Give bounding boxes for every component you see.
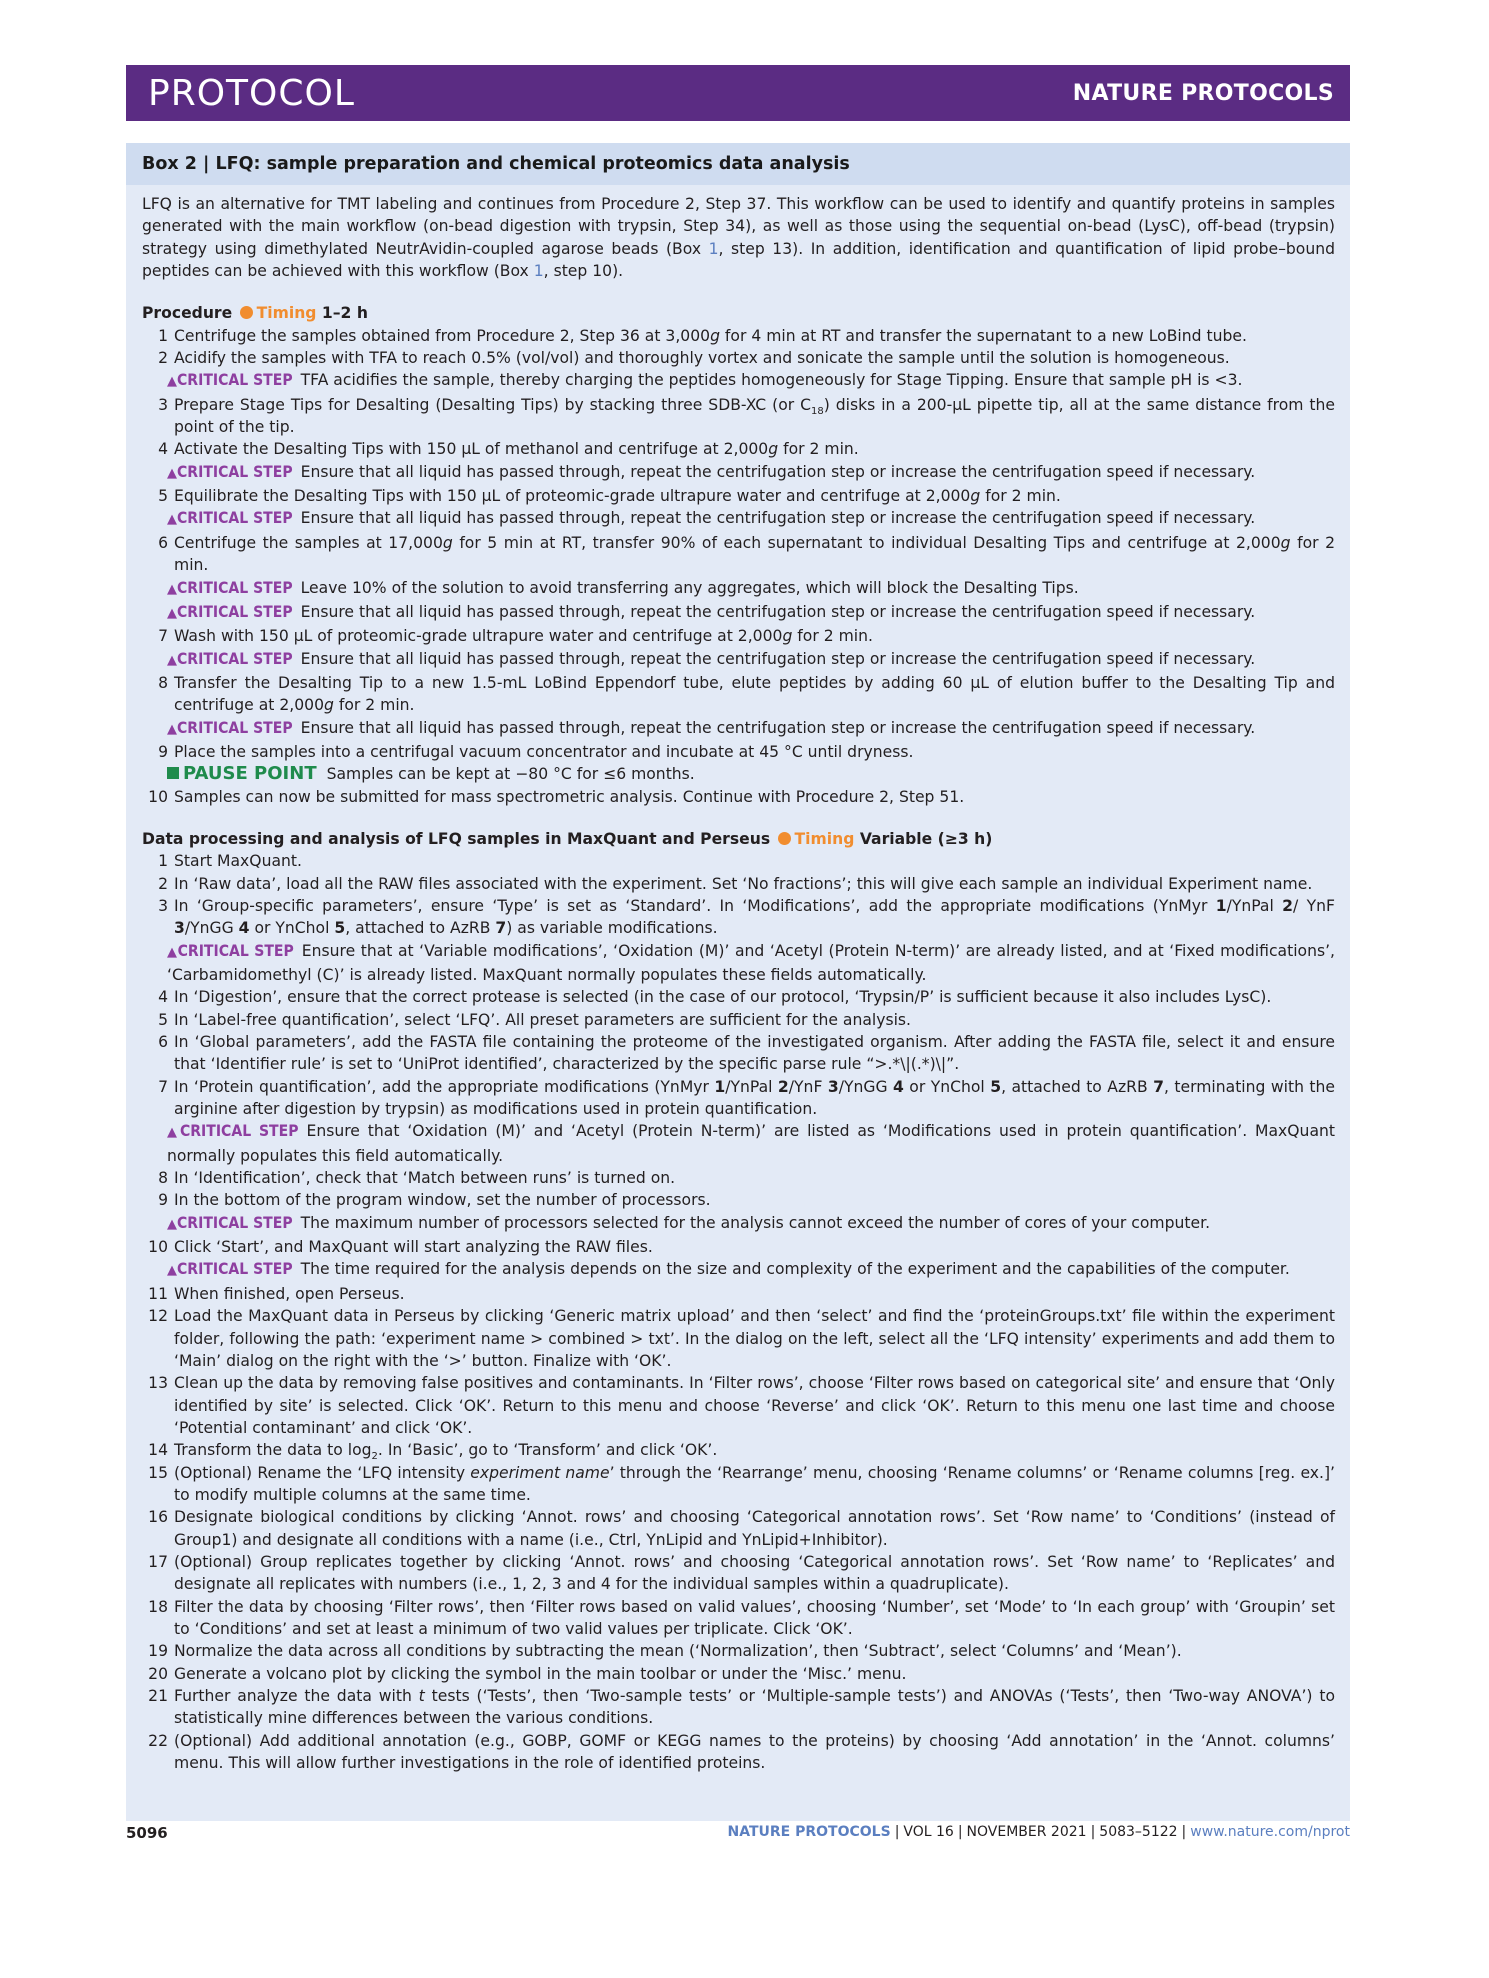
step-text: Prepare Stage Tips for Desalting (Desalting Tips) by stacking three SDB-XC (or $C_{18}$) disks in a 200-µL pipette tip, all at the same distance from the point of the tip. xyxy=(174,395,1336,437)
critical-step-note xyxy=(142,461,1335,485)
step-item xyxy=(142,895,1335,940)
step-item xyxy=(142,1640,1335,1662)
step-item xyxy=(142,786,1335,808)
section-label: PROTOCOL xyxy=(148,72,355,114)
step-text: Equilibrate the Desalting Tips with 150 µL of proteomic-grade ultrapure water and centrifuge at 2,000g for 2 min. xyxy=(174,487,1061,506)
step-item xyxy=(142,1596,1335,1641)
critical-step-note xyxy=(142,1212,1335,1236)
step-number: 8 xyxy=(158,673,168,692)
warning-triangle-icon: ▲ xyxy=(167,721,177,737)
step-number: 6 xyxy=(158,533,168,552)
step-text: Centrifuge the samples at 17,000g for 5 min at RT, transfer 90% of each supernatant to individual Desalting Tips and centrifuge at 2,000g for 2 min. xyxy=(174,533,1335,575)
step-text: Place the samples into a centrifugal vacuum concentrator and incubate at 45 °C until dryness. xyxy=(174,742,914,761)
step-text: Acidify the samples with TFA to reach 0.5% (vol/vol) and thoroughly vortex and sonicate the sample until the solution is homogeneous. xyxy=(174,349,1230,368)
step-number: 2 xyxy=(158,349,168,368)
step-number: 5 xyxy=(158,1010,168,1029)
step-number: 11 xyxy=(148,1284,168,1303)
step-number: 1 xyxy=(158,326,168,345)
box-title: Box 2 | LFQ: sample preparation and chemical proteomics data analysis xyxy=(126,143,1350,185)
step-number: 3 xyxy=(158,896,168,915)
step-number: 22 xyxy=(148,1731,168,1750)
critical-step-text: The maximum number of processors selected for the analysis cannot exceed the number of cores of your computer. xyxy=(300,1213,1211,1232)
step-text: (Optional) Rename the ‘LFQ intensity experiment name’ through the ‘Rearrange’ menu, choosing ‘Rename columns’ or ‘Rename columns [reg. ex.]’ to modify multiple columns at the same time. xyxy=(174,1463,1336,1504)
critical-step-text: Ensure that all liquid has passed through, repeat the centrifugation step or increase the centrifugation speed if necessary. xyxy=(300,649,1256,668)
footer-pages: 5083–5122 xyxy=(1099,1824,1178,1840)
step-item xyxy=(142,1506,1335,1551)
warning-triangle-icon: ▲ xyxy=(167,944,178,960)
step-number: 7 xyxy=(158,627,168,646)
step-item xyxy=(142,1439,1335,1461)
critical-step-text: Leave 10% of the solution to avoid transferring any aggregates, which will block the Desalting Tips. xyxy=(300,578,1079,597)
critical-step-label: CRITICAL STEP xyxy=(179,1122,299,1141)
critical-step-note xyxy=(142,601,1335,625)
timing-value: Variable (≥3 h) xyxy=(859,829,993,848)
critical-step-label: CRITICAL STEP xyxy=(177,509,293,528)
page-number: 5096 xyxy=(126,1824,168,1842)
step-item xyxy=(142,532,1335,577)
step-text: In ‘Group-specific parameters’, ensure ‘Type’ is set as ‘Standard’. In ‘Modifications’, add the appropriate modifications (YnMyr 1/YnPal 2/ YnF 3/YnGG 4 or YnChol 5, attached to AzRB 7) as variable modifications. xyxy=(174,896,1335,938)
pause-point-text: Samples can be kept at −80 °C for ≤6 months. xyxy=(326,765,695,784)
step-item xyxy=(142,625,1335,647)
footer-journal: NATURE PROTOCOLS xyxy=(727,1824,891,1840)
timing-label: Timing xyxy=(256,304,317,323)
timing-label: Timing xyxy=(794,829,855,848)
step-number: 9 xyxy=(158,1191,168,1210)
step-item xyxy=(142,1730,1335,1775)
step-text: Start MaxQuant. xyxy=(174,852,302,871)
step-number: 21 xyxy=(148,1687,168,1705)
step-text: Filter the data by choosing ‘Filter rows’, then ‘Filter rows based on valid values’, choosing ‘Number’, set ‘Mode’ to ‘In each group’ with ‘Groupin’ set to ‘Conditions’ and set at least a minimum of two valid values per triplicate. Click ‘OK’. xyxy=(174,1597,1335,1638)
step-text: In ‘Label-free quantification’, select ‘LFQ’. All preset parameters are sufficient for the analysis. xyxy=(174,1010,911,1029)
step-number: 10 xyxy=(148,1238,168,1257)
step-item xyxy=(142,1076,1335,1121)
step-number: 13 xyxy=(148,1374,168,1393)
analysis-steps xyxy=(142,850,1335,1774)
step-item xyxy=(142,1305,1335,1372)
pause-square-icon xyxy=(167,767,179,779)
critical-step-text: Ensure that at ‘Variable modifications’, ‘Oxidation (M)’ and ‘Acetyl (Protein N-term)’ are already listed, and at ‘Fixed modifications’, ‘Carbamidomethyl (C)’ is already listed. MaxQuant normally populates these fields automatically. xyxy=(167,941,1335,984)
step-item xyxy=(142,741,1335,763)
step-item xyxy=(142,1009,1335,1031)
critical-step-text: Ensure that all liquid has passed through, repeat the centrifugation step or increase the centrifugation speed if necessary. xyxy=(300,718,1256,737)
step-text: (Optional) Group replicates together by clicking ‘Annot. rows’ and choosing ‘Categorical annotation rows’. Set ‘Row name’ to ‘Replicates’ and designate all replicates with numbers (i.e., 1, 2, 3 and 4 for the individual samples within a quadruplicate). xyxy=(174,1552,1335,1594)
step-text: Centrifuge the samples obtained from Procedure 2, Step 36 at 3,000g for 4 min at RT and transfer the supernatant to a new LoBind tube. xyxy=(174,326,1247,345)
step-number: 8 xyxy=(158,1169,168,1188)
step-item xyxy=(142,1663,1335,1685)
critical-step-label: CRITICAL STEP xyxy=(177,941,294,960)
critical-step-note xyxy=(142,1120,1335,1167)
step-item xyxy=(142,1283,1335,1305)
step-text: Normalize the data across all conditions by subtracting the mean (‘Normalization’, then ‘Subtract’, select ‘Columns’ and ‘Mean’). xyxy=(174,1642,1182,1661)
step-number: 1 xyxy=(158,852,168,871)
step-item xyxy=(142,1685,1335,1730)
step-text: Clean up the data by removing false positives and contaminants. In ‘Filter rows’, choose ‘Filter rows based on categorical site’ and ensure that ‘Only identified by site’ is selected. Click ‘OK’. Return to this menu and choose ‘Reverse’ and click ‘OK’. Return to this menu one last time and choose ‘Potential contaminant’ and click ‘OK’. xyxy=(174,1374,1335,1437)
step-item xyxy=(142,325,1335,347)
warning-triangle-icon: ▲ xyxy=(167,1216,177,1232)
critical-step-note xyxy=(142,648,1335,672)
step-item xyxy=(142,438,1335,460)
critical-step-note xyxy=(142,507,1335,531)
step-text: Transform the data to $\log_2$. In ‘Basic’, go to ‘Transform’ and click ‘OK’. xyxy=(174,1441,718,1463)
step-number: 19 xyxy=(148,1642,168,1661)
step-item xyxy=(142,1372,1335,1439)
procedure-title: Procedure xyxy=(142,304,233,323)
step-item xyxy=(142,672,1335,717)
footer-date: NOVEMBER 2021 xyxy=(966,1824,1087,1840)
step-text: Generate a volcano plot by clicking the symbol in the main toolbar or under the ‘Misc.’ menu. xyxy=(174,1664,907,1683)
step-text: Designate biological conditions by clicking ‘Annot. rows’ and choosing ‘Categorical annotation rows’. Set ‘Row name’ to ‘Conditions’ (instead of Group1) and designate all conditions with a name (i.e., Ctrl, YnLipid and YnLipid+Inhibitor). xyxy=(174,1508,1335,1549)
critical-step-label: CRITICAL STEP xyxy=(177,602,293,621)
critical-step-note xyxy=(142,577,1335,601)
step-item xyxy=(142,1551,1335,1596)
step-text: (Optional) Add additional annotation (e.g., GOBP, GOMF or KEGG names to the proteins) by choosing ‘Add annotation’ in the ‘Annot. columns’ menu. This will allow further investigations in the role of identified proteins. xyxy=(174,1731,1335,1773)
step-text: Activate the Desalting Tips with 150 µL of methanol and centrifuge at 2,000g for 2 min. xyxy=(174,440,859,459)
step-text: In ‘Protein quantification’, add the appropriate modifications (YnMyr 1/YnPal 2/YnF 3/YnGG 4 or YnChol 5, attached to AzRB 7, terminating with the arginine after digestion by trypsin) as modifications used in protein quantification. xyxy=(174,1077,1335,1119)
footer-volume: VOL 16 xyxy=(903,1824,954,1840)
step-item xyxy=(142,485,1335,507)
step-item xyxy=(142,873,1335,895)
critical-step-text: The time required for the analysis depends on the size and complexity of the experiment and the capabilities of the computer. xyxy=(300,1260,1290,1279)
box-body xyxy=(126,185,1350,1774)
step-number: 16 xyxy=(148,1508,168,1527)
critical-step-note xyxy=(142,717,1335,741)
analysis-title: Data processing and analysis of LFQ samples in MaxQuant and Perseus xyxy=(142,829,771,848)
journal-name: NATURE PROTOCOLS xyxy=(1072,80,1334,106)
pause-point-note xyxy=(142,763,1335,785)
step-item xyxy=(142,394,1335,439)
step-number: 2 xyxy=(158,874,168,893)
critical-step-text: Ensure that ‘Oxidation (M)’ and ‘Acetyl (Protein N-term)’ are listed as ‘Modifications used in protein quantification’. MaxQuant normally populates this field automatically. xyxy=(167,1122,1335,1165)
page-header-banner xyxy=(126,65,1350,121)
critical-step-label: CRITICAL STEP xyxy=(177,1213,293,1232)
box-2 xyxy=(126,143,1350,1821)
timing-value: 1–2 h xyxy=(321,304,368,323)
critical-step-text: Ensure that all liquid has passed through, repeat the centrifugation step or increase the centrifugation speed if necessary. xyxy=(300,602,1256,621)
step-number: 14 xyxy=(148,1441,168,1460)
step-number: 17 xyxy=(148,1552,168,1571)
warning-triangle-icon: ▲ xyxy=(167,605,177,621)
step-text: In ‘Identification’, check that ‘Match between runs’ is turned on. xyxy=(174,1169,676,1188)
step-text: Further analyze the data with t tests (‘Tests’, then ‘Two-sample tests’ or ‘Multiple-sample tests’) and ANOVAs (‘Tests’, then ‘Two-way ANOVA’) to statistically mine differences between the various conditions. xyxy=(174,1687,1335,1728)
step-text: Transfer the Desalting Tip to a new 1.5-mL LoBind Eppendorf tube, elute peptides by adding 60 µL of elution buffer to the Desalting Tip and centrifuge at 2,000g for 2 min. xyxy=(174,673,1335,715)
critical-step-label: CRITICAL STEP xyxy=(177,1260,293,1279)
critical-step-note xyxy=(142,940,1335,987)
step-item xyxy=(142,347,1335,369)
timing-dot-icon xyxy=(240,306,253,319)
warning-triangle-icon: ▲ xyxy=(167,512,177,528)
step-item xyxy=(142,1462,1335,1507)
critical-step-label: CRITICAL STEP xyxy=(177,578,293,597)
step-text: Wash with 150 µL of proteomic-grade ultrapure water and centrifuge at 2,000g for 2 min. xyxy=(174,627,873,646)
step-text: When finished, open Perseus. xyxy=(174,1284,405,1303)
step-number: 6 xyxy=(158,1033,168,1052)
step-item xyxy=(142,1167,1335,1189)
procedure-steps xyxy=(142,325,1335,808)
critical-step-note xyxy=(142,369,1335,393)
step-number: 9 xyxy=(158,742,168,761)
step-number: 7 xyxy=(158,1077,168,1096)
step-text: Load the MaxQuant data in Perseus by clicking ‘Generic matrix upload’ and then ‘select’ and find the ‘proteinGroups.txt’ file within the experiment folder, following the path: ‘experiment name > combined > txt’. In the dialog on the left, select all the ‘LFQ intensity’ experiments and add them to ‘Main’ dialog on the right with the ‘>’ button. Finalize with ‘OK’. xyxy=(174,1307,1335,1370)
step-number: 4 xyxy=(158,988,168,1007)
step-text: In ‘Raw data’, load all the RAW files associated with the experiment. Set ‘No fractions’; this will give each sample an individual Experiment name. xyxy=(174,874,1313,893)
step-number: 18 xyxy=(148,1597,168,1616)
step-number: 4 xyxy=(158,440,168,459)
pause-point-label: PAUSE POINT xyxy=(183,763,317,785)
critical-step-note xyxy=(142,1258,1335,1282)
critical-step-text: TFA acidifies the sample, thereby charging the peptides homogeneously for Stage Tipping. Ensure that sample pH is <3. xyxy=(300,371,1243,390)
footer-citation: NATURE PROTOCOLS | VOL 16 | NOVEMBER 2021 | 5083–5122 | www.nature.com/nprot xyxy=(727,1824,1350,1840)
step-item xyxy=(142,1031,1335,1076)
warning-triangle-icon: ▲ xyxy=(167,581,177,597)
step-number: 10 xyxy=(148,787,168,806)
step-item xyxy=(142,850,1335,872)
critical-step-label: CRITICAL STEP xyxy=(177,462,293,481)
step-text: In ‘Global parameters’, add the FASTA file containing the proteome of the investigated organism. After adding the FASTA file, select it and ensure that ‘Identifier rule’ is set to ‘UniProt identified’, characterized by the specific parse rule “>.*\|(.*)\|”. xyxy=(174,1033,1335,1074)
warning-triangle-icon: ▲ xyxy=(167,1125,180,1141)
step-number: 3 xyxy=(158,395,168,414)
critical-step-label: CRITICAL STEP xyxy=(177,718,293,737)
timing-dot-icon xyxy=(778,832,791,845)
warning-triangle-icon: ▲ xyxy=(167,1263,177,1279)
warning-triangle-icon: ▲ xyxy=(167,374,177,390)
step-text: Samples can now be submitted for mass spectrometric analysis. Continue with Procedure 2, Step 51. xyxy=(174,787,965,806)
critical-step-text: Ensure that all liquid has passed through, repeat the centrifugation step or increase the centrifugation speed if necessary. xyxy=(300,509,1256,528)
step-number: 12 xyxy=(148,1307,168,1326)
critical-step-label: CRITICAL STEP xyxy=(177,371,293,390)
step-text: Click ‘Start’, and MaxQuant will start analyzing the RAW files. xyxy=(174,1238,653,1257)
warning-triangle-icon: ▲ xyxy=(167,652,177,668)
step-number: 5 xyxy=(158,487,168,506)
critical-step-text: Ensure that all liquid has passed through, repeat the centrifugation step or increase the centrifugation speed if necessary. xyxy=(300,462,1256,481)
step-number: 15 xyxy=(148,1463,168,1482)
procedure-heading xyxy=(142,302,1335,324)
box-intro: LFQ is an alternative for TMT labeling and continues from Procedure 2, Step 37. This workflow can be used to identify and quantify proteins in samples generated with the main workflow (on-bead digestion with trypsin, Step 34), as well as those using the sequential on-bead (LysC), off-bead (trypsin) strategy using dimethylated NeutrAvidin-coupled agarose beads (Box 1, step 13). In addition, identification and quantification of lipid probe–bound peptides can be achieved with this workflow (Box 1, step 10). xyxy=(142,195,1335,281)
footer-url-link[interactable]: www.nature.com/nprot xyxy=(1190,1824,1350,1840)
step-item xyxy=(142,1189,1335,1211)
step-text: In ‘Digestion’, ensure that the correct protease is selected (in the case of our protocol, ‘Trypsin/P’ is sufficient because it also includes LysC). xyxy=(174,988,1272,1007)
step-item xyxy=(142,986,1335,1008)
step-text: In the bottom of the program window, set the number of processors. xyxy=(174,1191,711,1210)
critical-step-label: CRITICAL STEP xyxy=(177,649,293,668)
warning-triangle-icon: ▲ xyxy=(167,465,177,481)
step-item xyxy=(142,1236,1335,1258)
analysis-heading xyxy=(142,828,1335,850)
step-number: 20 xyxy=(148,1664,168,1683)
